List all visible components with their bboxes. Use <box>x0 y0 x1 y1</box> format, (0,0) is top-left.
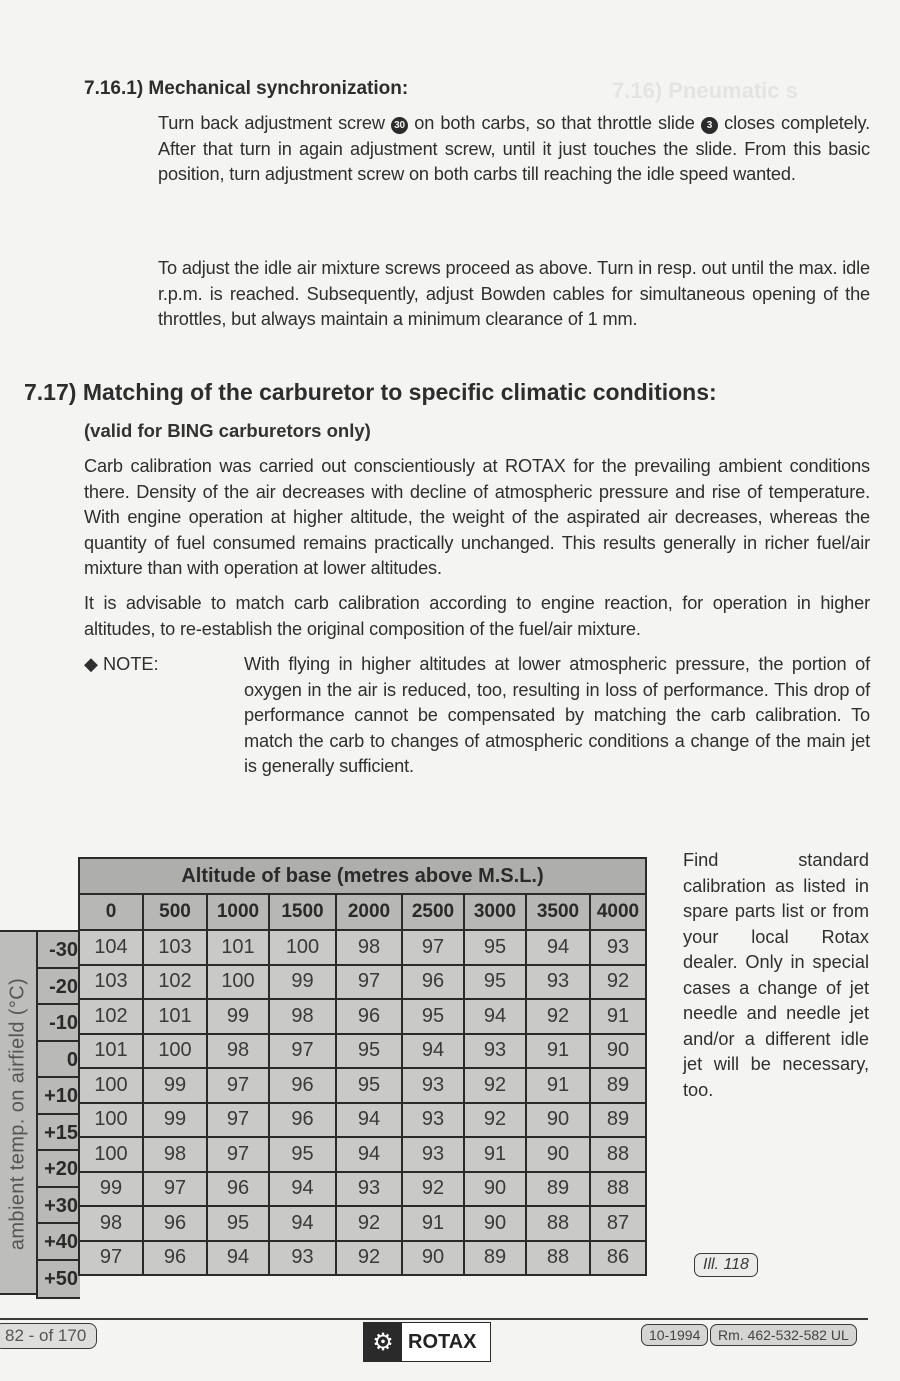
section-heading-7-16-1: 7.16.1) Mechanical synchronization: <box>84 78 409 99</box>
table-cell: 100 <box>269 930 336 965</box>
table-cell: 91 <box>590 999 646 1034</box>
section-subheading: (valid for BING carburetors only) <box>84 420 371 441</box>
rotax-logo <box>363 1322 491 1362</box>
table-cell: 100 <box>79 1068 143 1103</box>
table-cell: 89 <box>590 1068 646 1103</box>
para-text: Turn back adjustment screw <box>158 113 392 133</box>
table-cell: 99 <box>79 1172 143 1207</box>
table-cell: 100 <box>207 965 269 1000</box>
table-cell: 94 <box>269 1206 336 1241</box>
table-cell: 92 <box>336 1241 402 1276</box>
table-cell: 93 <box>269 1241 336 1276</box>
column-header: 1500 <box>269 894 336 930</box>
table-cell: 98 <box>269 999 336 1034</box>
main-jet-calibration-table <box>78 857 647 1276</box>
table-cell: 91 <box>402 1206 464 1241</box>
table-cell: 98 <box>336 930 402 965</box>
table-cell: 95 <box>464 965 526 1000</box>
paragraph-carb-calibration: Carb calibration was carried out conscientiously at ROTAX for the prevailing ambient conditions there. Density of the air decreases with decline of atmospheric pressure and rise of temperature. With engine operation at higher altitude, the weight of the aspirated air decreases, whereas the quantity of fuel consumed remains practically unchanged. This results generally in richer fuel/air mixture than with operation at lower altitudes. <box>84 456 870 579</box>
note-text: With flying in higher altitudes at lower atmospheric pressure, the portion of oxygen in the air is reduced, too, resulting in loss of performance. This drop of performance cannot be compensated by matching the carb calibration. To match the carb to changes of atmospheric conditions a change of the main jet is generally sufficient. <box>244 654 870 777</box>
callout-number-icon: 3 <box>701 117 718 134</box>
table-cell: 93 <box>402 1137 464 1172</box>
table-cell: 94 <box>336 1103 402 1138</box>
table-cell: 95 <box>336 1034 402 1069</box>
row-axis-label-box <box>0 930 36 1295</box>
logo-text: ROTAX <box>408 1330 477 1353</box>
table-cell: 96 <box>143 1206 207 1241</box>
table-cell: 96 <box>336 999 402 1034</box>
paragraph-advisable-match: It is advisable to match carb calibration according to engine reaction, for operation in higher altitudes, to re-establish the original composition of the fuel/air mixture. <box>84 593 870 639</box>
table-cell: 92 <box>464 1068 526 1103</box>
table-cell: 89 <box>590 1103 646 1138</box>
table-cell: 97 <box>402 930 464 965</box>
table-cell: 103 <box>79 965 143 1000</box>
table-cell: 95 <box>336 1068 402 1103</box>
table-cell: 103 <box>143 930 207 965</box>
table-cell: 90 <box>464 1172 526 1207</box>
table-cell: 96 <box>269 1068 336 1103</box>
table-row <box>79 1206 646 1241</box>
table-cell: 90 <box>402 1241 464 1276</box>
row-header: +30 <box>38 1188 80 1225</box>
para-text: closes completely. After that turn in again adjustment screw, until it just touches the slide. From this basic position, turn adjustment screw on both carbs till reaching the idle speed wanted. <box>158 113 870 185</box>
callout-number-icon: 30 <box>391 117 408 134</box>
table-cell: 95 <box>402 999 464 1034</box>
table-row <box>79 1241 646 1276</box>
row-header: 0 <box>38 1042 80 1079</box>
row-header: +50 <box>44 1267 78 1290</box>
table-cell: 90 <box>526 1103 590 1138</box>
table-cell: 94 <box>526 930 590 965</box>
table-cell: 91 <box>526 1034 590 1069</box>
table-cell: 96 <box>207 1172 269 1207</box>
table-cell: 93 <box>402 1068 464 1103</box>
table-cell: 104 <box>79 930 143 965</box>
table-cell: 93 <box>526 965 590 1000</box>
footer-divider <box>0 1318 868 1320</box>
table-cell: 95 <box>269 1137 336 1172</box>
table-cell: 92 <box>402 1172 464 1207</box>
table-cell: 90 <box>526 1137 590 1172</box>
table-cell: 94 <box>207 1241 269 1276</box>
table-title-row <box>79 858 646 894</box>
table-cell: 91 <box>464 1137 526 1172</box>
table-cell: 99 <box>143 1103 207 1138</box>
table-row <box>79 965 646 1000</box>
table-row <box>79 1034 646 1069</box>
table-cell: 99 <box>269 965 336 1000</box>
table-cell: 92 <box>464 1103 526 1138</box>
table-cell: 100 <box>143 1034 207 1069</box>
table-cell: 86 <box>590 1241 646 1276</box>
column-header: 0 <box>79 894 143 930</box>
column-header: 2500 <box>402 894 464 930</box>
table-cell: 96 <box>143 1241 207 1276</box>
column-header: 1000 <box>207 894 269 930</box>
table-cell: 88 <box>590 1172 646 1207</box>
table-cell: 92 <box>590 965 646 1000</box>
revision-date: 10-1994 <box>641 1324 708 1346</box>
table-row <box>79 999 646 1034</box>
ghost-heading-bleedthrough: 7.16) Pneumatic s <box>612 78 798 103</box>
row-header: -30 <box>38 932 80 969</box>
row-header: +40 <box>38 1224 80 1261</box>
table-row <box>79 1103 646 1138</box>
column-header: 500 <box>143 894 207 930</box>
table-cell: 89 <box>526 1172 590 1207</box>
row-header-column <box>36 930 80 1299</box>
table-cell: 98 <box>143 1137 207 1172</box>
table-cell: 101 <box>207 930 269 965</box>
table-cell: 98 <box>207 1034 269 1069</box>
row-header: +10 <box>38 1078 80 1115</box>
table-cell: 92 <box>526 999 590 1034</box>
table-cell: 97 <box>207 1137 269 1172</box>
paragraph-idle-mixture: To adjust the idle air mixture screws proceed as above. Turn in resp. out until the max. idle r.p.m. is reached. Subsequently, adjust Bowden cables for simultaneous opening of the throttles, but always maintain a minimum clearance of 1 mm. <box>158 258 870 330</box>
table-cell: 95 <box>207 1206 269 1241</box>
table-cell: 90 <box>464 1206 526 1241</box>
table-cell: 99 <box>143 1068 207 1103</box>
table-cell: 89 <box>464 1241 526 1276</box>
table-body <box>79 930 646 1275</box>
row-header: -10 <box>38 1005 80 1042</box>
table-cell: 96 <box>402 965 464 1000</box>
table-cell: 102 <box>143 965 207 1000</box>
table-row <box>79 930 646 965</box>
table-cell: 93 <box>336 1172 402 1207</box>
row-header: -20 <box>38 969 80 1006</box>
table-row <box>79 1137 646 1172</box>
table-cell: 88 <box>526 1241 590 1276</box>
column-header: 3500 <box>526 894 590 930</box>
gear-icon: ⚙ <box>364 1323 402 1361</box>
table-cell: 100 <box>79 1103 143 1138</box>
table-cell: 100 <box>79 1137 143 1172</box>
table-cell: 93 <box>590 930 646 965</box>
table-cell: 93 <box>464 1034 526 1069</box>
illustration-reference: Ill. 118 <box>694 1253 758 1277</box>
table-cell: 97 <box>79 1241 143 1276</box>
table-cell: 88 <box>590 1137 646 1172</box>
table-cell: 97 <box>143 1172 207 1207</box>
side-note: Find standard calibration as listed in spare parts list or from your local Rotax dealer. Only in special cases a change of jet needle and needle jet and/or a different idle jet will be necessary, too. <box>683 850 869 1100</box>
table-cell: 102 <box>79 999 143 1034</box>
table-title: Altitude of base (metres above M.S.L.) <box>79 858 646 894</box>
table-cell: 99 <box>207 999 269 1034</box>
table-cell: 87 <box>590 1206 646 1241</box>
table-cell: 93 <box>402 1103 464 1138</box>
table-cell: 94 <box>402 1034 464 1069</box>
table-column-header-row <box>79 894 646 930</box>
paragraph-mechanical-sync <box>158 111 870 188</box>
table-cell: 97 <box>269 1034 336 1069</box>
row-header: +20 <box>38 1151 80 1188</box>
table-cell: 101 <box>143 999 207 1034</box>
para-text: on both carbs, so that throttle slide <box>408 113 701 133</box>
section-heading-7-17: 7.17) Matching of the carburetor to specific climatic conditions: <box>24 379 717 405</box>
table-cell: 101 <box>79 1034 143 1069</box>
table-cell: 92 <box>336 1206 402 1241</box>
table-cell: 90 <box>590 1034 646 1069</box>
table-cell: 97 <box>207 1103 269 1138</box>
column-header: 3000 <box>464 894 526 930</box>
table-cell: 94 <box>269 1172 336 1207</box>
table-cell: 94 <box>336 1137 402 1172</box>
row-axis-label: ambient temp. on airfield (°C) <box>6 977 29 1251</box>
note-label: ◆ NOTE: <box>84 654 159 674</box>
table-cell: 98 <box>79 1206 143 1241</box>
row-header: +15 <box>38 1115 80 1152</box>
table-row <box>79 1172 646 1207</box>
document-reference: Rm. 462-532-582 UL <box>710 1324 857 1346</box>
column-header: 4000 <box>590 894 646 930</box>
table-row <box>79 1068 646 1103</box>
table-cell: 97 <box>336 965 402 1000</box>
table-cell: 88 <box>526 1206 590 1241</box>
table-cell: 95 <box>464 930 526 965</box>
page-number: 82 - of 170 <box>0 1323 97 1349</box>
column-header: 2000 <box>336 894 402 930</box>
table-cell: 91 <box>526 1068 590 1103</box>
table-cell: 97 <box>207 1068 269 1103</box>
table-cell: 96 <box>269 1103 336 1138</box>
table-cell: 94 <box>464 999 526 1034</box>
